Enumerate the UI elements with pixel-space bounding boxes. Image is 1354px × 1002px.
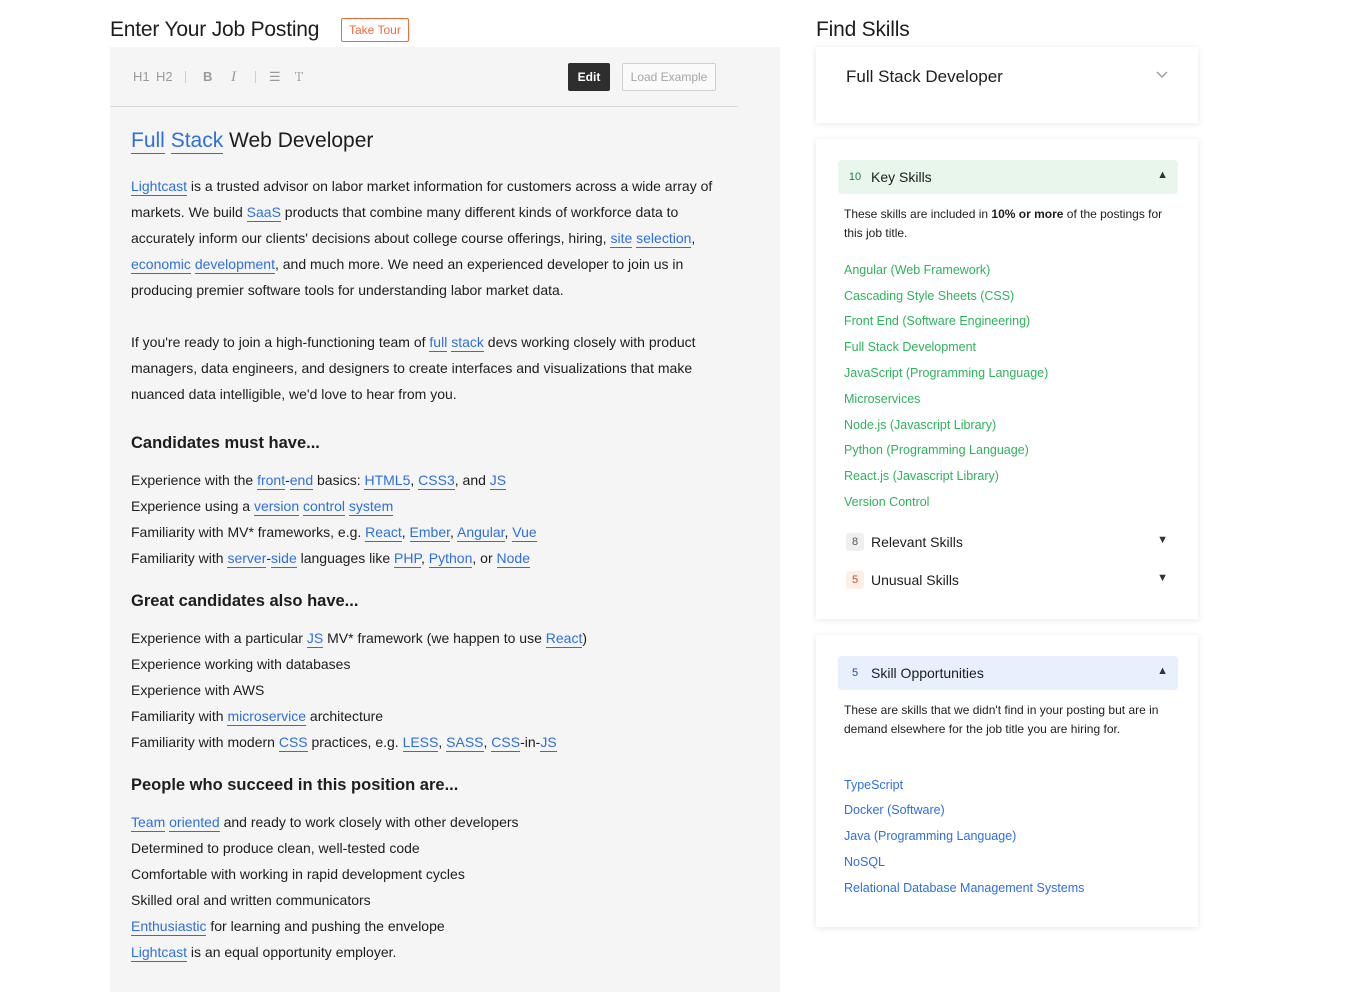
skill-link[interactable]: Ember: [409, 524, 450, 540]
opportunity-skill-item[interactable]: Docker (Software): [844, 803, 945, 817]
job-posting-editor[interactable]: [110, 47, 780, 992]
load-example-button[interactable]: Load Example: [622, 63, 716, 91]
skill-link[interactable]: development: [194, 256, 275, 272]
edit-button[interactable]: Edit: [568, 63, 610, 91]
chevron-up-icon: ▲: [1157, 665, 1168, 677]
skill-link[interactable]: SASS: [446, 734, 484, 750]
skill-link[interactable]: Lightcast: [131, 178, 188, 194]
must-have-list: [131, 467, 741, 571]
chevron-down-icon: ▼: [1157, 534, 1168, 546]
key-skill-item[interactable]: JavaScript (Programming Language): [844, 366, 1049, 380]
skill-link[interactable]: Enthusiastic: [131, 918, 207, 934]
list-item: Familiarity with MV* frameworks, e.g. React, Ember, Angular, Vue: [131, 524, 537, 540]
skill-link[interactable]: HTML5: [364, 472, 411, 488]
skill-link[interactable]: side: [271, 550, 297, 566]
job-title-select[interactable]: [816, 47, 1198, 123]
skill-link[interactable]: Team: [131, 814, 166, 830]
relevant-skills-count: 8: [846, 533, 864, 551]
list-item: Comfortable with working in rapid development cycles: [131, 866, 465, 882]
skill-link[interactable]: economic: [131, 256, 191, 272]
skill-link[interactable]: version: [253, 498, 300, 514]
skill-opportunities-card: [816, 635, 1198, 927]
skill-link[interactable]: server: [227, 550, 267, 566]
list-icon[interactable]: ☰: [269, 69, 281, 84]
key-skill-item[interactable]: Front End (Software Engineering): [844, 314, 1031, 328]
key-skill-item[interactable]: Python (Programming Language): [844, 443, 1029, 457]
section-heading: Great candidates also have...: [131, 592, 359, 610]
clear-format-icon[interactable]: Ｔ: [293, 70, 306, 84]
people-list: [131, 809, 741, 965]
key-skills-header[interactable]: [838, 160, 1178, 194]
team-paragraph: If you're ready to join a high-functioning team of full stack devs working closely with product managers, data engineers, and designers to create interfaces and visualizations that make nuanced data intelligible, we'd love to hear from you.: [131, 334, 696, 402]
find-skills-title: Find Skills: [816, 18, 910, 41]
skill-link[interactable]: React: [545, 630, 583, 646]
heading1-button[interactable]: H1: [133, 69, 150, 84]
skill-opportunities-header[interactable]: [838, 656, 1178, 690]
skill-link[interactable]: CSS3: [418, 472, 455, 488]
skill-link[interactable]: Node: [496, 550, 530, 566]
skill-link[interactable]: site: [610, 230, 633, 246]
opportunity-skill-item[interactable]: TypeScript: [844, 778, 904, 792]
page-title: Enter Your Job Posting: [110, 18, 320, 41]
skill-link[interactable]: Vue: [512, 524, 537, 540]
list-item: Experience with a particular JS MV* framework (we happen to use React): [131, 630, 588, 646]
chevron-up-icon: ▲: [1157, 169, 1168, 181]
toolbar-divider: [255, 71, 256, 83]
unusual-skills-label: Unusual Skills: [871, 572, 959, 588]
list-item: Experience working with databases: [131, 656, 351, 672]
key-skill-item[interactable]: Node.js (Javascript Library): [844, 418, 997, 432]
take-tour-button[interactable]: Take Tour: [341, 18, 409, 42]
skill-link[interactable]: CSS: [278, 734, 308, 750]
relevant-skills-label: Relevant Skills: [871, 534, 963, 550]
list-item: Lightcast is an equal opportunity employer.: [131, 944, 397, 960]
skill-link[interactable]: selection: [636, 230, 692, 246]
skill-link[interactable]: JS: [306, 630, 324, 646]
skill-link[interactable]: SaaS: [246, 204, 281, 220]
section-heading: Candidates must have...: [131, 434, 320, 452]
list-item: Team oriented and ready to work closely with other developers: [131, 814, 519, 830]
skill-link[interactable]: Lightcast: [131, 944, 188, 960]
key-skill-item[interactable]: React.js (Javascript Library): [844, 469, 999, 483]
skills-card: [816, 139, 1198, 619]
editor-toolbar: [110, 47, 738, 107]
opportunities-count: 5: [851, 667, 859, 679]
skill-link[interactable]: oriented: [169, 814, 220, 830]
key-skill-item[interactable]: Full Stack Development: [844, 340, 977, 354]
section-heading: People who succeed in this position are...: [131, 776, 459, 794]
list-item: Familiarity with modern CSS practices, e.g. LESS, SASS, CSS-in-JS: [131, 734, 557, 750]
posting-content[interactable]: [131, 125, 741, 985]
unusual-skills-count: 5: [846, 571, 864, 589]
selected-job-title: Full Stack Developer: [846, 67, 1003, 86]
skill-link[interactable]: system: [348, 498, 394, 514]
list-item: Familiarity with microservice architecture: [131, 708, 384, 724]
skill-link[interactable]: Stack: [170, 129, 224, 152]
key-skills-description: These skills are included in 10% or more of the postings for this job title.: [844, 207, 1163, 240]
list-item: Familiarity with server-side languages like PHP, Python, or Node: [131, 550, 530, 566]
key-skill-item[interactable]: Cascading Style Sheets (CSS): [844, 289, 1015, 303]
intro-paragraph: Lightcast is a trusted advisor on labor market information for customers across a wide array of markets. We build SaaS products that combine many different kinds of workforce data to accurately inform our clients' decisions about college course offerings, hiring, site selection, economic development, and much more. We need an experienced developer to join us in producing premier software tools for understanding labor market data.: [131, 178, 713, 298]
skill-link[interactable]: full: [429, 334, 448, 350]
toolbar-divider: [185, 71, 186, 83]
chevron-down-icon: ▼: [1157, 572, 1168, 584]
list-item: Skilled oral and written communicators: [131, 892, 371, 908]
opportunities-description: These are skills that we didn't find in your posting but are in demand elsewhere for the job title you are hiring for.: [844, 703, 1159, 736]
skill-link[interactable]: JS: [540, 734, 557, 750]
italic-button[interactable]: I: [231, 69, 236, 85]
list-item: Experience using a version control system: [131, 498, 394, 514]
skill-link[interactable]: Python: [428, 550, 473, 566]
opportunity-skill-item[interactable]: NoSQL: [844, 855, 885, 869]
opportunity-skill-item[interactable]: Relational Database Management Systems: [844, 881, 1085, 895]
key-skills-label: Key Skills: [871, 169, 932, 185]
key-skills-count: 10: [848, 171, 862, 183]
relevant-skills-header[interactable]: [838, 525, 1178, 559]
posting-title: Full Stack Web Developer: [131, 129, 374, 152]
chevron-down-icon: [1156, 71, 1168, 79]
skill-link[interactable]: microservice: [227, 708, 307, 724]
skill-link[interactable]: control: [303, 498, 346, 514]
skill-link[interactable]: PHP: [394, 550, 422, 566]
key-skill-item[interactable]: Angular (Web Framework): [844, 263, 991, 277]
skill-link[interactable]: CSS: [491, 734, 521, 750]
skill-link[interactable]: Full: [131, 129, 165, 152]
skill-link[interactable]: JS: [489, 472, 507, 488]
opportunities-label: Skill Opportunities: [871, 665, 984, 681]
skill-link[interactable]: end: [289, 472, 314, 488]
skill-link[interactable]: front: [257, 472, 286, 488]
heading2-button[interactable]: H2: [156, 69, 173, 84]
list-item: Determined to produce clean, well-tested code: [131, 840, 420, 856]
list-item: Experience with AWS: [131, 682, 265, 698]
skill-link[interactable]: Angular: [457, 524, 505, 540]
unusual-skills-header[interactable]: [838, 563, 1178, 597]
skill-link[interactable]: LESS: [402, 734, 439, 750]
key-skill-item[interactable]: Version Control: [844, 495, 930, 509]
opportunity-skill-item[interactable]: Java (Programming Language): [844, 829, 1017, 843]
skill-link[interactable]: React: [365, 524, 402, 540]
list-item: Experience with the front-end basics: HTML5, CSS3, and JS: [131, 472, 507, 488]
skill-link[interactable]: stack: [451, 334, 484, 350]
great-have-list: [131, 625, 741, 755]
list-item: Enthusiastic for learning and pushing the envelope: [131, 918, 445, 934]
bold-button[interactable]: B: [203, 69, 213, 84]
key-skill-item[interactable]: Microservices: [844, 392, 921, 406]
